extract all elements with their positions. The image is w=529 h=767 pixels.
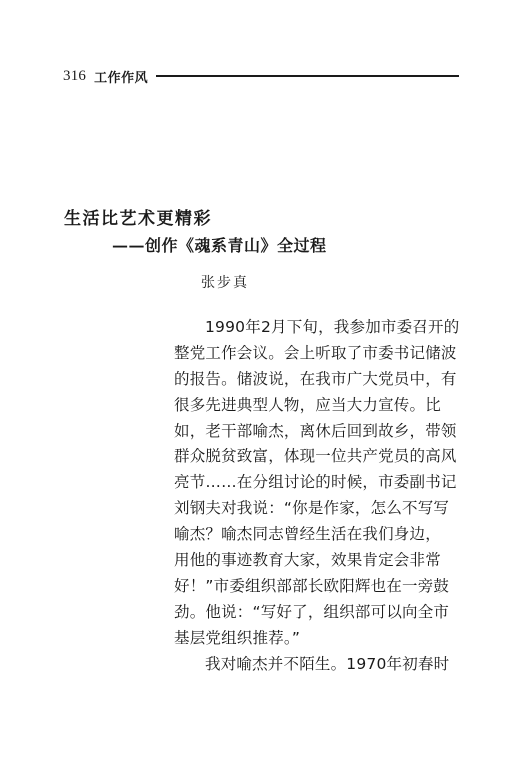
page-number: 316	[63, 67, 87, 84]
body-line: 1990年2月下旬，我参加市委召开的	[205, 318, 460, 336]
author-name: 张步真	[201, 275, 249, 291]
body-line: 整党工作会议。会上听取了市委书记储波	[174, 343, 457, 362]
body-line: 好！”市委组织部部长欧阳辉也在一旁鼓	[174, 576, 450, 595]
body-text	[174, 315, 466, 677]
body-line: 基层党组织推荐。”	[174, 628, 301, 647]
body-line: 劲。他说：“写好了，组织部可以向全市	[174, 602, 450, 621]
body-line: 我对喻杰并不陌生。1970年初春时	[205, 654, 450, 673]
body-line: 很多先进典型人物，应当大力宣传。比	[174, 395, 441, 414]
article-title: 生活比艺术更精彩	[64, 209, 212, 229]
body-line: 刘钢夫对我说：“你是作家，怎么不写写	[174, 499, 450, 518]
section-name: 工作作风	[94, 70, 149, 86]
body-line: 群众脱贫致富，体现一位共产党员的高风	[174, 447, 457, 466]
article-subtitle: ——创作《魂系青山》全过程	[112, 236, 327, 255]
body-line: 的报告。储波说，在我市广大党员中，有	[174, 369, 457, 388]
header-rule	[156, 75, 459, 77]
running-header	[63, 66, 459, 86]
body-line: 亮节……在分组讨论的时候，市委副书记	[174, 473, 457, 492]
body-line: 用他的事迹教育大家，效果肯定会非常	[174, 551, 441, 570]
body-line: 喻杰？喻杰同志曾经生活在我们身边，	[174, 525, 441, 544]
body-line: 如，老干部喻杰，离休后回到故乡，带领	[174, 421, 457, 440]
